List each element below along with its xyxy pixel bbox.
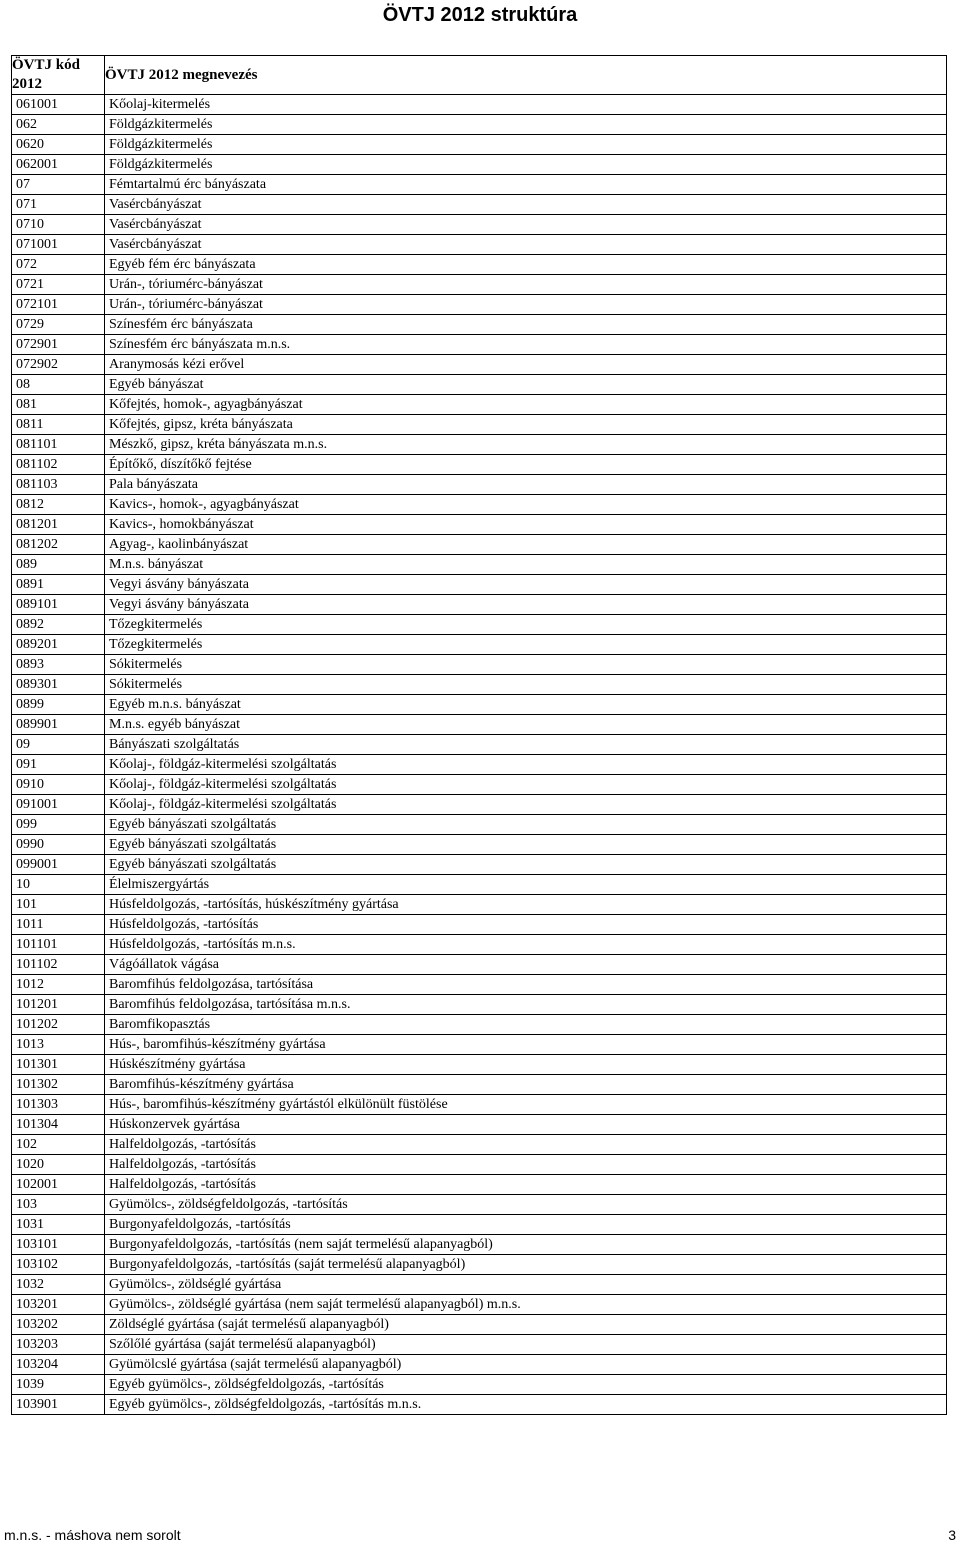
cell-name: Kavics-, homokbányászat: [105, 515, 947, 535]
table-row: [12, 595, 947, 615]
cell-name: Földgázkitermelés: [105, 155, 947, 175]
cell-name: Egyéb bányászat: [105, 375, 947, 395]
cell-name: Egyéb bányászati szolgáltatás: [105, 815, 947, 835]
cell-code: 103204: [12, 1355, 105, 1375]
cell-name: Élelmiszergyártás: [105, 875, 947, 895]
cell-name: Földgázkitermelés: [105, 135, 947, 155]
cell-name: Halfeldolgozás, -tartósítás: [105, 1175, 947, 1195]
cell-name: Húskonzervek gyártása: [105, 1115, 947, 1135]
cell-code: 1012: [12, 975, 105, 995]
cell-code: 101: [12, 895, 105, 915]
table-body: [12, 95, 947, 1415]
column-header-name: ÖVTJ 2012 megnevezés: [105, 56, 947, 95]
cell-code: 0910: [12, 775, 105, 795]
cell-name: Kőfejtés, gipsz, kréta bányászata: [105, 415, 947, 435]
table-row: [12, 1295, 947, 1315]
table-row: [12, 395, 947, 415]
cell-name: Urán-, tóriumérc-bányászat: [105, 295, 947, 315]
cell-name: Kőolaj-, földgáz-kitermelési szolgáltatás: [105, 755, 947, 775]
table-row: [12, 1075, 947, 1095]
cell-code: 089901: [12, 715, 105, 735]
table-row: [12, 535, 947, 555]
table-row: [12, 1135, 947, 1155]
cell-code: 102001: [12, 1175, 105, 1195]
table-row: [12, 1115, 947, 1135]
cell-name: Egyéb gyümölcs-, zöldségfeldolgozás, -tartósítás m.n.s.: [105, 1395, 947, 1415]
table-row: [12, 515, 947, 535]
cell-name: Vasércbányászat: [105, 195, 947, 215]
cell-name: Baromfikopasztás: [105, 1015, 947, 1035]
cell-code: 0710: [12, 215, 105, 235]
cell-code: 062: [12, 115, 105, 135]
cell-code: 1020: [12, 1155, 105, 1175]
column-header-code: [12, 56, 105, 95]
cell-name: Mészkő, gipsz, kréta bányászata m.n.s.: [105, 435, 947, 455]
table-row: [12, 1355, 947, 1375]
table-row: [12, 1275, 947, 1295]
cell-code: 0990: [12, 835, 105, 855]
cell-name: M.n.s. bányászat: [105, 555, 947, 575]
cell-code: 101202: [12, 1015, 105, 1035]
cell-code: 061001: [12, 95, 105, 115]
table-row: [12, 575, 947, 595]
footer-note: m.n.s. - máshova nem sorolt: [4, 1527, 181, 1543]
table-row: [12, 955, 947, 975]
table-row: [12, 635, 947, 655]
cell-name: Sókitermelés: [105, 655, 947, 675]
cell-name: Vasércbányászat: [105, 215, 947, 235]
table-row: [12, 295, 947, 315]
table-row: [12, 855, 947, 875]
cell-name: Pala bányászata: [105, 475, 947, 495]
cell-code: 072902: [12, 355, 105, 375]
cell-code: 089201: [12, 635, 105, 655]
cell-name: Egyéb fém érc bányászata: [105, 255, 947, 275]
cell-name: Vegyi ásvány bányászata: [105, 575, 947, 595]
table-row: [12, 435, 947, 455]
cell-code: 103102: [12, 1255, 105, 1275]
table-row: [12, 1195, 947, 1215]
table-row: [12, 1395, 947, 1415]
cell-code: 0893: [12, 655, 105, 675]
cell-name: Gyümölcs-, zöldséglé gyártása (nem saját termelésű alapanyagból) m.n.s.: [105, 1295, 947, 1315]
table-row: [12, 255, 947, 275]
cell-name: Egyéb bányászati szolgáltatás: [105, 835, 947, 855]
cell-code: 081202: [12, 535, 105, 555]
table-row: [12, 1375, 947, 1395]
cell-code: 062001: [12, 155, 105, 175]
cell-code: 1039: [12, 1375, 105, 1395]
table-row: [12, 415, 947, 435]
cell-code: 089: [12, 555, 105, 575]
table-row: [12, 975, 947, 995]
cell-code: 072901: [12, 335, 105, 355]
cell-code: 0891: [12, 575, 105, 595]
cell-name: Burgonyafeldolgozás, -tartósítás (nem saját termelésű alapanyagból): [105, 1235, 947, 1255]
cell-code: 081101: [12, 435, 105, 455]
cell-code: 103101: [12, 1235, 105, 1255]
cell-name: Kőolaj-, földgáz-kitermelési szolgáltatás: [105, 775, 947, 795]
table-row: [12, 235, 947, 255]
table-row: [12, 1215, 947, 1235]
table-row: [12, 995, 947, 1015]
cell-code: 091001: [12, 795, 105, 815]
cell-code: 101302: [12, 1075, 105, 1095]
cell-name: Egyéb m.n.s. bányászat: [105, 695, 947, 715]
cell-name: Húskészítmény gyártása: [105, 1055, 947, 1075]
cell-name: Húsfeldolgozás, -tartósítás m.n.s.: [105, 935, 947, 955]
cell-name: Baromfihús feldolgozása, tartósítása m.n.s.: [105, 995, 947, 1015]
page-number: 3: [948, 1527, 956, 1543]
cell-code: 103: [12, 1195, 105, 1215]
table-row: [12, 815, 947, 835]
cell-code: 081103: [12, 475, 105, 495]
column-header-code-line1: ÖVTJ kód: [12, 57, 80, 73]
cell-code: 07: [12, 175, 105, 195]
cell-code: 081: [12, 395, 105, 415]
cell-code: 071001: [12, 235, 105, 255]
table-row: [12, 1155, 947, 1175]
cell-name: Vegyi ásvány bányászata: [105, 595, 947, 615]
cell-name: Gyümölcs-, zöldségfeldolgozás, -tartósítás: [105, 1195, 947, 1215]
cell-code: 103202: [12, 1315, 105, 1335]
table-row: [12, 655, 947, 675]
cell-code: 099001: [12, 855, 105, 875]
cell-name: Burgonyafeldolgozás, -tartósítás: [105, 1215, 947, 1235]
table-row: [12, 115, 947, 135]
table-row: [12, 675, 947, 695]
table-row: [12, 215, 947, 235]
cell-code: 1011: [12, 915, 105, 935]
cell-name: Építőkő, díszítőkő fejtése: [105, 455, 947, 475]
cell-name: Gyümölcslé gyártása (saját termelésű alapanyagból): [105, 1355, 947, 1375]
cell-name: M.n.s. egyéb bányászat: [105, 715, 947, 735]
cell-code: 0812: [12, 495, 105, 515]
cell-code: 0811: [12, 415, 105, 435]
cell-code: 081201: [12, 515, 105, 535]
cell-name: Zöldséglé gyártása (saját termelésű alapanyagból): [105, 1315, 947, 1335]
cell-name: Baromfihús feldolgozása, tartósítása: [105, 975, 947, 995]
table-row: [12, 695, 947, 715]
table-row: [12, 1315, 947, 1335]
table-row: [12, 455, 947, 475]
cell-name: Kőolaj-, földgáz-kitermelési szolgáltatás: [105, 795, 947, 815]
cell-name: Tőzegkitermelés: [105, 615, 947, 635]
cell-code: 103203: [12, 1335, 105, 1355]
cell-name: Baromfihús-készítmény gyártása: [105, 1075, 947, 1095]
cell-code: 089301: [12, 675, 105, 695]
cell-name: Egyéb bányászati szolgáltatás: [105, 855, 947, 875]
cell-code: 103901: [12, 1395, 105, 1415]
cell-code: 08: [12, 375, 105, 395]
table-row: [12, 875, 947, 895]
cell-name: Kőfejtés, homok-, agyagbányászat: [105, 395, 947, 415]
cell-name: Agyag-, kaolinbányászat: [105, 535, 947, 555]
table-row: [12, 475, 947, 495]
table-row: [12, 1035, 947, 1055]
cell-code: 1032: [12, 1275, 105, 1295]
table-row: [12, 555, 947, 575]
cell-name: Halfeldolgozás, -tartósítás: [105, 1155, 947, 1175]
cell-code: 099: [12, 815, 105, 835]
cell-name: Burgonyafeldolgozás, -tartósítás (saját termelésű alapanyagból): [105, 1255, 947, 1275]
table-header-row: [12, 56, 947, 95]
cell-name: Urán-, tóriumérc-bányászat: [105, 275, 947, 295]
table-row: [12, 895, 947, 915]
cell-name: Húsfeldolgozás, -tartósítás: [105, 915, 947, 935]
cell-code: 071: [12, 195, 105, 215]
table-row: [12, 275, 947, 295]
cell-name: Színesfém érc bányászata m.n.s.: [105, 335, 947, 355]
column-header-code-line2: 2012: [12, 76, 42, 92]
cell-code: 09: [12, 735, 105, 755]
table-row: [12, 1015, 947, 1035]
cell-code: 0729: [12, 315, 105, 335]
table-row: [12, 95, 947, 115]
cell-name: Aranymosás kézi erővel: [105, 355, 947, 375]
cell-name: Húsfeldolgozás, -tartósítás, húskészítmény gyártása: [105, 895, 947, 915]
cell-name: Hús-, baromfihús-készítmény gyártástól elkülönült füstölése: [105, 1095, 947, 1115]
table-row: [12, 715, 947, 735]
table-row: [12, 735, 947, 755]
cell-name: Tőzegkitermelés: [105, 635, 947, 655]
cell-code: 072: [12, 255, 105, 275]
cell-code: 101201: [12, 995, 105, 1015]
table-row: [12, 835, 947, 855]
cell-code: 0899: [12, 695, 105, 715]
cell-name: Bányászati szolgáltatás: [105, 735, 947, 755]
cell-code: 0892: [12, 615, 105, 635]
cell-code: 103201: [12, 1295, 105, 1315]
cell-code: 101102: [12, 955, 105, 975]
table-row: [12, 375, 947, 395]
table-row: [12, 1255, 947, 1275]
table-row: [12, 915, 947, 935]
cell-code: 081102: [12, 455, 105, 475]
cell-code: 072101: [12, 295, 105, 315]
table-row: [12, 1175, 947, 1195]
cell-name: Vágóállatok vágása: [105, 955, 947, 975]
cell-code: 1013: [12, 1035, 105, 1055]
table-row: [12, 355, 947, 375]
table-row: [12, 495, 947, 515]
cell-code: 101101: [12, 935, 105, 955]
cell-code: 10: [12, 875, 105, 895]
cell-code: 102: [12, 1135, 105, 1155]
cell-name: Vasércbányászat: [105, 235, 947, 255]
cell-name: Kőolaj-kitermelés: [105, 95, 947, 115]
table-row: [12, 175, 947, 195]
classification-table: [11, 55, 947, 1415]
table-row: [12, 935, 947, 955]
cell-code: 089101: [12, 595, 105, 615]
table-row: [12, 755, 947, 775]
cell-name: Fémtartalmú érc bányászata: [105, 175, 947, 195]
cell-name: Egyéb gyümölcs-, zöldségfeldolgozás, -tartósítás: [105, 1375, 947, 1395]
cell-name: Kavics-, homok-, agyagbányászat: [105, 495, 947, 515]
table-row: [12, 1235, 947, 1255]
cell-name: Szőlőlé gyártása (saját termelésű alapanyagból): [105, 1335, 947, 1355]
table-row: [12, 1095, 947, 1115]
cell-code: 101304: [12, 1115, 105, 1135]
cell-name: Gyümölcs-, zöldséglé gyártása: [105, 1275, 947, 1295]
cell-code: 0620: [12, 135, 105, 155]
page-title: ÖVTJ 2012 struktúra: [382, 4, 578, 26]
table-row: [12, 1055, 947, 1075]
table-row: [12, 315, 947, 335]
cell-code: 101301: [12, 1055, 105, 1075]
cell-code: 1031: [12, 1215, 105, 1235]
table-row: [12, 155, 947, 175]
table-row: [12, 335, 947, 355]
cell-name: Földgázkitermelés: [105, 115, 947, 135]
table-row: [12, 795, 947, 815]
table-row: [12, 1335, 947, 1355]
table-row: [12, 195, 947, 215]
table-row: [12, 135, 947, 155]
cell-code: 0721: [12, 275, 105, 295]
cell-name: Halfeldolgozás, -tartósítás: [105, 1135, 947, 1155]
cell-code: 101303: [12, 1095, 105, 1115]
table-row: [12, 615, 947, 635]
cell-name: Sókitermelés: [105, 675, 947, 695]
cell-code: 091: [12, 755, 105, 775]
cell-name: Hús-, baromfihús-készítmény gyártása: [105, 1035, 947, 1055]
table-row: [12, 775, 947, 795]
cell-name: Színesfém érc bányászata: [105, 315, 947, 335]
